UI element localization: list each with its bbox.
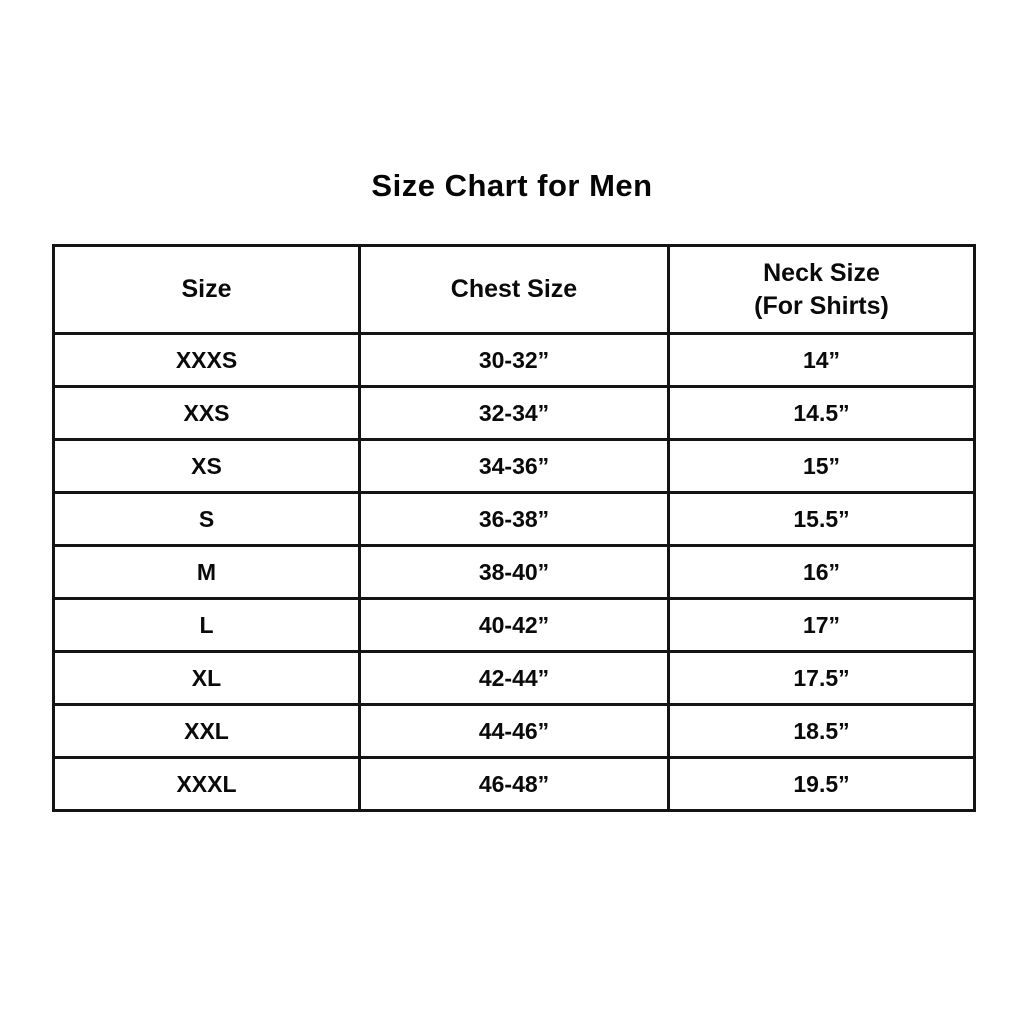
chest-cell: 46-48” — [360, 758, 669, 811]
column-header-chest-size: Chest Size — [360, 246, 669, 334]
chest-cell: 38-40” — [360, 546, 669, 599]
table-row-s — [54, 493, 975, 546]
size-cell: L — [54, 599, 360, 652]
chest-cell: 32-34” — [360, 387, 669, 440]
neck-size-header-line2: (For Shirts) — [754, 291, 889, 320]
size-cell: XS — [54, 440, 360, 493]
column-header-neck-size — [669, 246, 975, 334]
chest-cell: 44-46” — [360, 705, 669, 758]
size-cell: XL — [54, 652, 360, 705]
neck-cell: 16” — [669, 546, 975, 599]
neck-cell: 17.5” — [669, 652, 975, 705]
size-cell: S — [54, 493, 360, 546]
neck-size-header-line1: Neck Size — [763, 259, 880, 287]
chest-cell: 42-44” — [360, 652, 669, 705]
size-cell: M — [54, 546, 360, 599]
column-header-size: Size — [54, 246, 360, 334]
size-cell: XXXS — [54, 334, 360, 387]
chest-cell: 30-32” — [360, 334, 669, 387]
neck-cell: 18.5” — [669, 705, 975, 758]
header-row — [54, 246, 975, 334]
neck-cell: 14.5” — [669, 387, 975, 440]
table-row-xxxl — [54, 758, 975, 811]
neck-cell: 15.5” — [669, 493, 975, 546]
page-title: Size Chart for Men — [371, 168, 653, 203]
size-cell: XXXL — [54, 758, 360, 811]
neck-cell: 17” — [669, 599, 975, 652]
table-row-l — [54, 599, 975, 652]
neck-cell: 19.5” — [669, 758, 975, 811]
size-cell: XXL — [54, 705, 360, 758]
table-row-xs — [54, 440, 975, 493]
neck-cell: 15” — [669, 440, 975, 493]
size-chart-table — [52, 244, 976, 812]
table-row-xl — [54, 652, 975, 705]
size-cell: XXS — [54, 387, 360, 440]
chest-cell: 34-36” — [360, 440, 669, 493]
table-row-xxxs — [54, 334, 975, 387]
table-row-m — [54, 546, 975, 599]
chest-cell: 36-38” — [360, 493, 669, 546]
table-row-xxl — [54, 705, 975, 758]
neck-cell: 14” — [669, 334, 975, 387]
table-row-xxs — [54, 387, 975, 440]
chest-cell: 40-42” — [360, 599, 669, 652]
